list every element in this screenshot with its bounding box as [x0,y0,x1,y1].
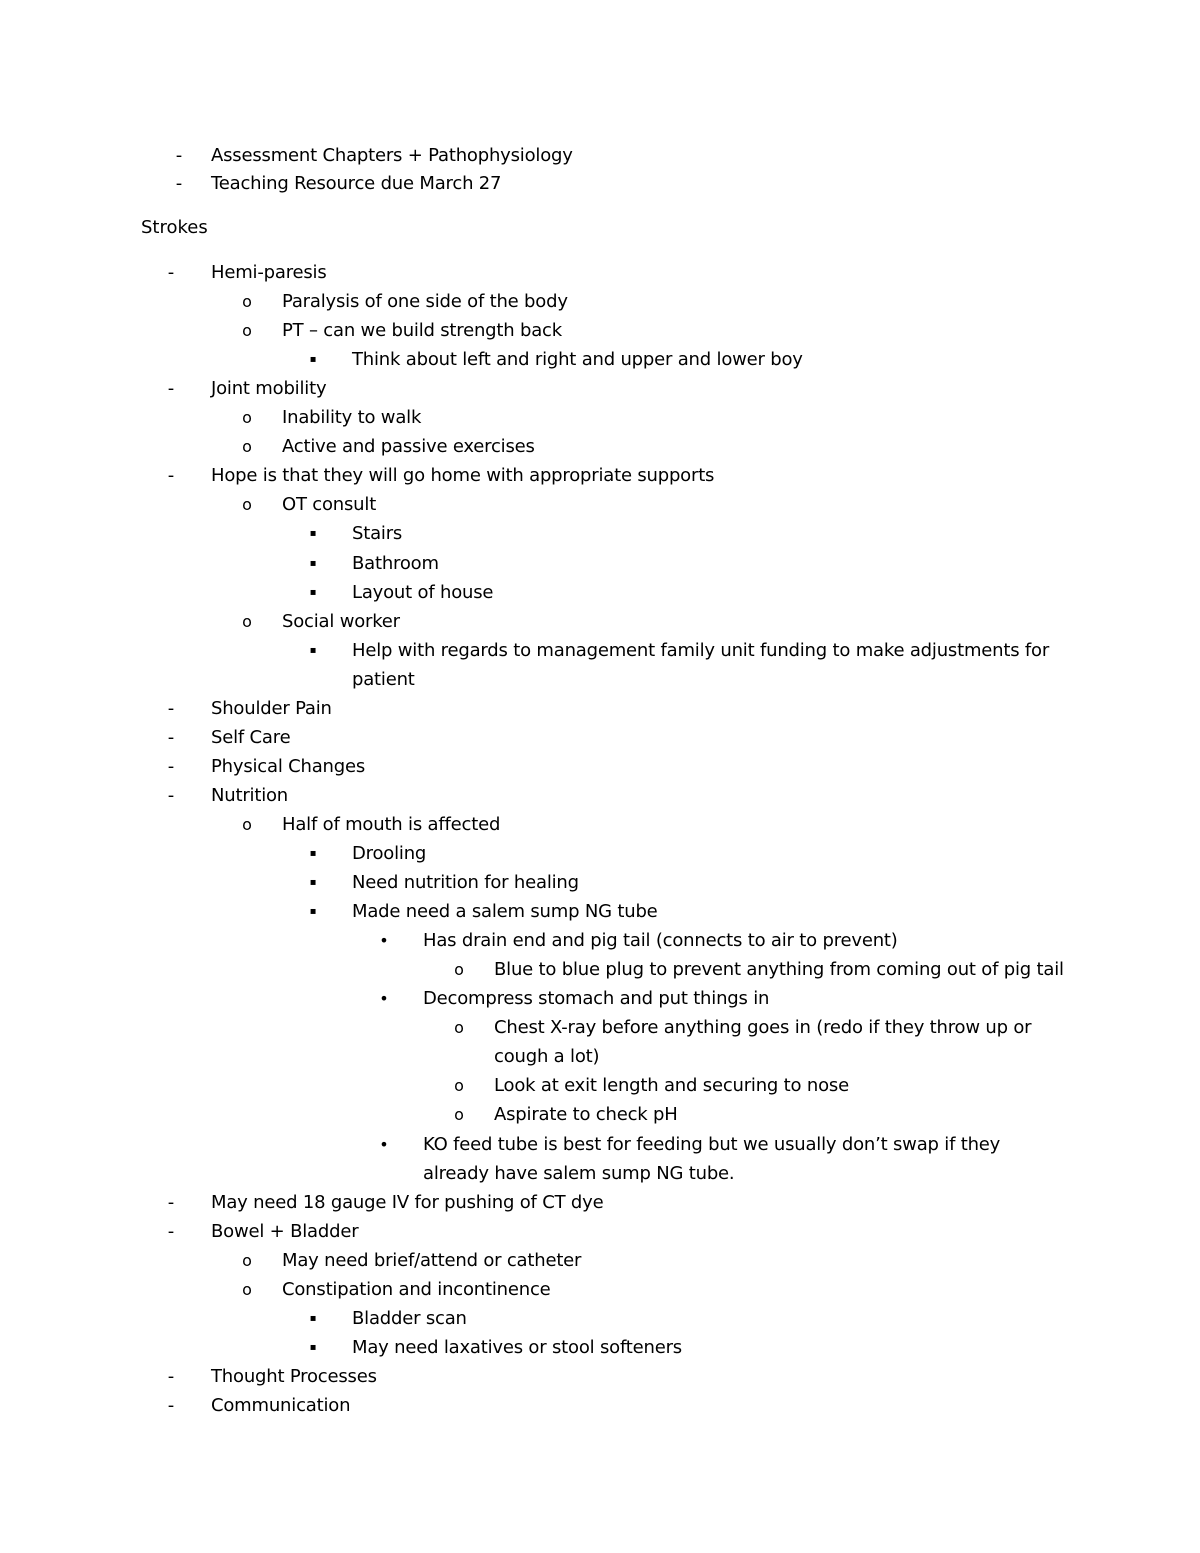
list-item: Communication [211,1395,351,1416]
list-item: Made need a salem sump NG tube [352,901,658,922]
list-item: Think about left and right and upper and lower boy [352,349,803,370]
list-item: Help with regards to management family unit funding to make adjustments for [352,640,1050,661]
list-marker-bullet: • [379,1135,389,1154]
list-marker-dash: - [167,785,175,806]
list-item: May need laxatives or stool softeners [352,1337,682,1358]
list-item: KO feed tube is best for feeding but we usually don’t swap if they [423,1134,1001,1155]
list-marker-circle: o [242,1280,252,1299]
list-marker-bullet: • [379,931,389,950]
list-marker-dash: - [167,727,175,748]
list-marker-dash: - [167,465,175,486]
list-marker-circle: o [242,292,252,311]
list-marker-square: ▪ [309,645,317,656]
list-item: Drooling [352,843,427,864]
list-item: Bladder scan [352,1308,467,1329]
list-item-continuation: already have salem sump NG tube. [423,1163,735,1184]
list-item: Look at exit length and securing to nose [494,1075,849,1096]
list-marker-circle: o [242,815,252,834]
list-marker-bullet: • [379,989,389,1008]
list-marker-square: ▪ [309,587,317,598]
list-item: Hope is that they will go home with appropriate supports [211,465,715,486]
list-item: OT consult [282,494,377,515]
list-item: Self Care [211,727,291,748]
list-marker-circle: o [242,437,252,456]
list-marker-dash: - [167,1366,175,1387]
list-marker-dash: - [167,1192,175,1213]
list-item: Physical Changes [211,756,366,777]
list-item: Blue to blue plug to prevent anything from coming out of pig tail [494,959,1064,980]
list-item: Bowel + Bladder [211,1221,359,1242]
list-item: Stairs [352,523,403,544]
list-item: Hemi-paresis [211,262,327,283]
list-marker-circle: o [242,612,252,631]
list-item: Aspirate to check pH [494,1104,678,1125]
list-marker-square: ▪ [309,528,317,539]
list-marker-dash: - [167,1221,175,1242]
list-marker-square: ▪ [309,1313,317,1324]
list-marker-dash: - [175,145,183,166]
list-item: May need 18 gauge IV for pushing of CT dye [211,1192,604,1213]
list-item: Paralysis of one side of the body [282,291,568,312]
list-item: Teaching Resource due March 27 [211,173,502,194]
list-item: Nutrition [211,785,289,806]
list-marker-square: ▪ [309,877,317,888]
list-item: Constipation and incontinence [282,1279,551,1300]
list-marker-circle: o [242,495,252,514]
list-marker-circle: o [454,960,464,979]
list-marker-dash: - [167,698,175,719]
list-item: Joint mobility [211,378,327,399]
list-item: Layout of house [352,582,494,603]
list-item: Shoulder Pain [211,698,332,719]
list-item: PT – can we build strength back [282,320,562,341]
list-item: May need brief/attend or catheter [282,1250,582,1271]
list-item: Has drain end and pig tail (connects to air to prevent) [423,930,898,951]
list-item: Social worker [282,611,400,632]
list-item: Half of mouth is affected [282,814,501,835]
list-marker-square: ▪ [309,1342,317,1353]
list-item: Inability to walk [282,407,422,428]
list-marker-circle: o [242,408,252,427]
list-marker-circle: o [454,1076,464,1095]
list-item: Chest X-ray before anything goes in (redo if they throw up or [494,1017,1032,1038]
list-item: Thought Processes [211,1366,377,1387]
list-item: Decompress stomach and put things in [423,988,770,1009]
list-marker-circle: o [454,1018,464,1037]
list-item: Bathroom [352,553,439,574]
list-marker-square: ▪ [309,848,317,859]
list-item: Active and passive exercises [282,436,535,457]
list-marker-circle: o [454,1105,464,1124]
list-marker-square: ▪ [309,906,317,917]
list-item-continuation: patient [352,669,415,690]
list-item-continuation: cough a lot) [494,1046,600,1067]
list-item: Need nutrition for healing [352,872,579,893]
section-heading: Strokes [141,217,208,238]
list-marker-circle: o [242,321,252,340]
list-marker-dash: - [167,756,175,777]
list-marker-dash: - [175,173,183,194]
list-item: Assessment Chapters + Pathophysiology [211,145,573,166]
list-marker-square: ▪ [309,558,317,569]
list-marker-dash: - [167,1395,175,1416]
list-marker-square: ▪ [309,354,317,365]
list-marker-dash: - [167,378,175,399]
list-marker-circle: o [242,1251,252,1270]
list-marker-dash: - [167,262,175,283]
